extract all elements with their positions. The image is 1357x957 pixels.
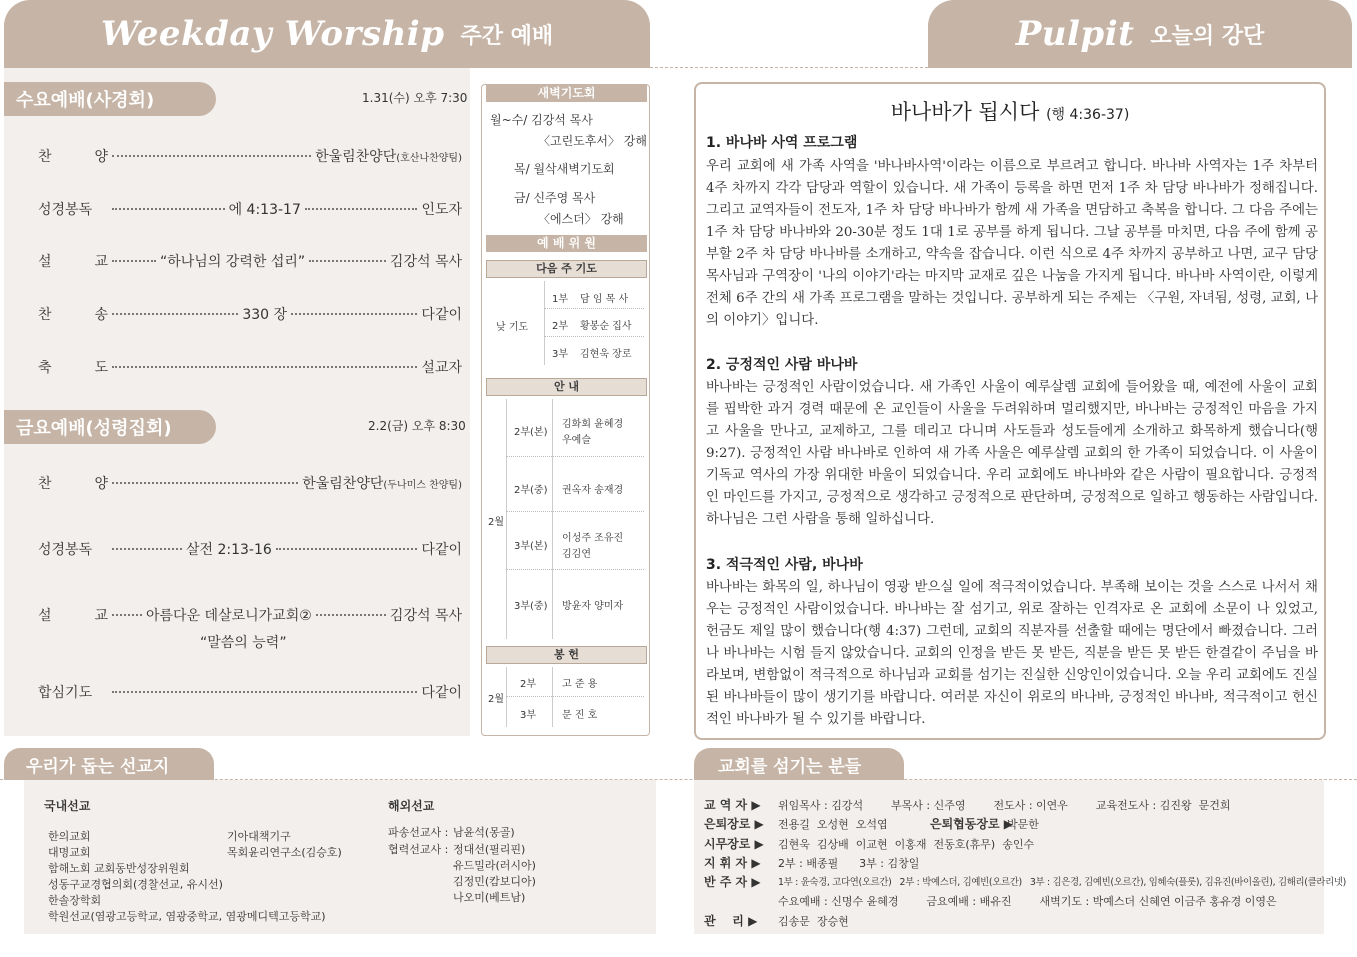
leader-dots bbox=[112, 548, 182, 550]
guide-names: 방윤자 양미자 bbox=[562, 601, 624, 612]
row-divider bbox=[506, 511, 644, 512]
row-divider bbox=[506, 569, 644, 570]
section-body: 우리 교회에 새 가족 사역을 '바나바사역'이라는 이름으로 부르려고 합니다. 바나바 사역자는 1주 차부터 4주 차까지 각각 담당과 역할이 있습니다. 새 가족이 등록을 하면 먼저 1주 차 담당 바나바가 정해집니다. 그리고 교역자들이 전도자, 1주 차 담당 바나바가 함께 새 가족을 면담하고 축복을 합니다. 그 다음 주에는 1주 차 담당 바나바와 20-30분 정도 1대 1로 공부를 하게 됩니다. 그날 공부를 마치면, 다음 주에 함께 공부할 2주 차 담당 바나바를 소개하고, 약속을 잡습니다. 이런 식으로 4주 차까지 공부하고 나면, 교구 담당 목사님과 구역장이 '나의 이야기'라는 마지막 교재로 깊은 나눔을 가지게 됩니다. 바나바 사역이란, 이렇게 전체 6주 간의 새 가족 프로그램을 말하는 것입니다. 공부하게 되는 주제는 〈구원, 자녀됨, 성령, 교회, 나의 이야기〉입니다. bbox=[706, 159, 1318, 328]
guide-part: 2부(중) bbox=[514, 485, 548, 496]
guide-part: 2부(본) bbox=[514, 427, 548, 438]
domestic-item: 한솔장학회 bbox=[48, 894, 102, 907]
label-char: 도 bbox=[94, 360, 108, 376]
domestic-item: 목회윤리연구소(김승호) bbox=[227, 846, 342, 859]
leader-dots bbox=[316, 614, 386, 616]
dawn-line: 목/ 월삭새벽기도회 bbox=[514, 162, 615, 176]
pulpit-korean-title: 오늘의 강단 bbox=[1150, 23, 1265, 49]
guide-names: 우예슬 bbox=[562, 435, 591, 446]
row-end: 다같이 bbox=[421, 542, 462, 558]
leader-dots bbox=[112, 366, 417, 368]
label-char: 양 bbox=[94, 476, 108, 492]
servant-label: 반 주 자 ▶ bbox=[704, 875, 761, 889]
leader-dots bbox=[112, 482, 298, 484]
pulpit-script-title: Pulpit bbox=[1015, 14, 1135, 54]
label-char: 교 bbox=[94, 254, 108, 270]
servants-tab: 교회를 섬기는 분들 bbox=[694, 748, 904, 780]
label-char: 찬 bbox=[38, 476, 52, 492]
row-divider bbox=[506, 456, 644, 457]
row-end bbox=[315, 146, 462, 166]
servant-text: 김송문 장승현 bbox=[778, 915, 849, 928]
label-char: 찬 bbox=[38, 149, 52, 165]
leader-dots bbox=[112, 691, 417, 693]
servant-label-text: 시무장로 bbox=[704, 837, 751, 851]
wed-row-hymn bbox=[38, 304, 462, 324]
overseas-name: 남윤석(몽골) bbox=[453, 826, 515, 839]
row-middle: 아름다운 데살로니가교회② bbox=[146, 608, 312, 624]
noon-part: 3부 bbox=[552, 349, 569, 360]
table-divider bbox=[506, 667, 507, 727]
leader-dots bbox=[112, 155, 311, 157]
offering-part: 2부 bbox=[520, 679, 537, 690]
dawn-line: 〈고린도후서〉 강해 bbox=[538, 134, 647, 148]
domestic-title: 국내선교 bbox=[44, 799, 91, 813]
row-divider bbox=[544, 336, 644, 337]
dawn-line: 〈에스더〉 강해 bbox=[538, 212, 624, 226]
row-end-text: 한울림찬양단 bbox=[315, 149, 397, 165]
section-heading: 3. 적극적인 사람, 바나바 bbox=[706, 557, 863, 573]
dawn-line: 월~수/ 김강석 목사 bbox=[490, 113, 593, 127]
row-end-small: (두나미스 찬양팀) bbox=[383, 480, 462, 491]
overseas-name: 김정민(캄보디아) bbox=[453, 875, 536, 888]
header-korean-title: 주간 예배 bbox=[460, 23, 554, 49]
row-divider bbox=[506, 696, 644, 697]
offering-part: 3부 bbox=[520, 710, 537, 721]
row-end-small: (호산나찬양팀) bbox=[396, 153, 462, 164]
row-end-text: 한울림찬양단 bbox=[302, 476, 384, 492]
table-divider bbox=[552, 399, 553, 639]
row-end: 다같이 bbox=[421, 685, 462, 701]
domestic-item: 함해노회 교회동반성장위원회 bbox=[48, 862, 190, 875]
label-char: 찬 bbox=[38, 307, 52, 323]
wed-row-benediction bbox=[38, 357, 462, 377]
header-divider bbox=[650, 67, 928, 68]
label-char: 교 bbox=[94, 608, 108, 624]
offering-header: 봉 헌 bbox=[486, 646, 647, 664]
fri-row-praise bbox=[38, 473, 462, 493]
section-heading: 1. 바나바 사역 프로그램 bbox=[706, 135, 858, 151]
domestic-item: 성동구교경협의회(경찰선교, 유시선) bbox=[48, 878, 223, 891]
committee-header: 예 배 위 원 bbox=[486, 235, 647, 252]
label-char: 양 bbox=[94, 149, 108, 165]
overseas-name: 정대선(필리핀) bbox=[453, 843, 526, 856]
fri-row-prayer bbox=[38, 682, 462, 702]
sermon-title-text: 바나바가 됩시다 bbox=[890, 100, 1040, 124]
offering-month: 2월 bbox=[488, 694, 505, 705]
servant-label-text: 지 휘 자 bbox=[704, 856, 748, 870]
domestic-item: 기아대책기구 bbox=[227, 830, 291, 843]
row-middle: 에 4:13-17 bbox=[228, 202, 301, 218]
noon-name: 황봉순 집사 bbox=[580, 321, 632, 332]
noon-part: 2부 bbox=[552, 321, 569, 332]
row-end: 인도자 bbox=[421, 202, 463, 218]
fri-row-reading bbox=[38, 539, 462, 559]
label-text: 성경봉독 bbox=[38, 202, 93, 218]
servant-label-text: 교 역 자 bbox=[704, 798, 748, 812]
label-char: 송 bbox=[94, 307, 108, 323]
overseas-label: 협력선교사 : bbox=[388, 843, 449, 856]
label-text: 성경봉독 bbox=[38, 542, 93, 558]
wed-row-praise bbox=[38, 146, 462, 166]
servant-text: 위임목사 : 김강석 부목사 : 신주영 전도사 : 이연우 교육전도사 : 김진왕 문건희 bbox=[778, 799, 1231, 812]
servant-label: 지 휘 자 ▶ bbox=[704, 856, 761, 870]
leader-dots bbox=[112, 313, 238, 315]
section-body: 바나바는 긍정적인 사람이었습니다. 새 가족인 사울이 예루살렘 교회에 들어왔을 때, 예전에 사울이 교회를 핍박한 과거 경력 때문에 온 교인들이 사울을 두려워하며 멀리했지만, 바나바는 긍정적인 마음을 가지고 사울을 만나고, 교제하고, 그를 데리고 다니며 사도들과 성도들에게 소개하고 화목하게 했습니다(행 9:27). 긍정적인 사람 바나바로 인하여 새 가족 사울은 예루살렘 교회의 한 가족이 되었습니다. 이 사울이 기독교 역사의 가장 위대한 바울이 되었습니다. 우리 교회에도 바나바와 같은 사람이 필요합니다. 긍정적인 마인드를 가지고, 긍정적으로 생각하고 긍정적으로 판단하며, 긍정적으로 일하고 행동하는 사람입니다. 하나님은 그런 사람을 통해 일하십니다. bbox=[706, 380, 1318, 527]
row-middle: 330 장 bbox=[242, 307, 288, 323]
dawn-prayer-header: 새벽기도회 bbox=[486, 85, 647, 102]
leader-dots bbox=[112, 208, 225, 210]
fri-row-sermon bbox=[38, 605, 462, 625]
leader-dots bbox=[112, 260, 156, 262]
servant-extra-label: 은퇴협동장로 ▶ bbox=[930, 817, 1013, 831]
table-divider bbox=[544, 281, 545, 365]
servant-label: 시무장로 ▶ bbox=[704, 837, 764, 851]
guide-month: 2월 bbox=[488, 517, 505, 528]
info-column bbox=[481, 84, 650, 736]
overseas-title: 해외선교 bbox=[388, 799, 435, 813]
table-divider bbox=[506, 399, 507, 639]
guide-header: 안 내 bbox=[486, 378, 647, 396]
noon-prayer-label: 낮 기도 bbox=[496, 322, 529, 333]
row-end: 김강석 목사 bbox=[389, 254, 462, 270]
servant-label: 교 역 자 ▶ bbox=[704, 798, 761, 812]
servant-label-text: 은퇴장로 bbox=[704, 817, 751, 831]
header-script-title: Weekday Worship bbox=[100, 14, 445, 54]
wednesday-datetime: 1.31(수) 오후 7:30 bbox=[362, 91, 468, 105]
guide-names: 김화회 윤혜경 bbox=[562, 419, 624, 430]
leader-dots bbox=[309, 260, 386, 262]
servant-label-text: 반 주 자 bbox=[704, 875, 748, 889]
leader-dots bbox=[305, 208, 418, 210]
table-divider bbox=[552, 667, 553, 727]
row-end: 설교자 bbox=[421, 360, 462, 376]
leader-dots bbox=[112, 614, 142, 616]
section-body: 바나바는 화목의 일, 하나님이 영광 받으실 일에 적극적이었습니다. 부족해 보이는 것을 스스로 나서서 채우는 긍정적인 사람이었습니다. 바나바는 잘 섬기고, 위로 잘하는 인격자로 온 교회에 소문이 나 있었고, 헌금도 제일 많이 했습니다(행 4:37) 그런데, 교회의 직분자를 선출할 때에는 명단에서 빠졌습니다. 그러나 바나바는 시험 들지 않았습니다. 교회의 인정을 받든 못 받든, 직분을 받든 못 받든 한결같이 주님을 바라보며, 변함없이 적극적으로 하나님과 교회를 섬기는 진실한 신앙인이었습니다. 오늘 우리 교회에도 진실된 바나바들이 많이 생기기를 바랍니다. 여러분 자신이 위로의 바나바, 긍정적인 바나바, 적극적이고 헌신적인 바나바가 될 수 있기를 바랍니다. bbox=[706, 580, 1318, 727]
noon-part: 1부 bbox=[552, 294, 569, 305]
servant-text: 수요예배 : 신명수 윤혜경 금요예배 : 배유진 새벽기도 : 박예스더 신혜연 이금주 홍유경 이영은 bbox=[778, 895, 1277, 908]
row-end: 김강석 목사 bbox=[389, 608, 462, 624]
domestic-item: 학원선교(염광고등학교, 염광중학교, 염광메디텍고등학교) bbox=[48, 910, 326, 923]
servant-label-text: 관 리 bbox=[704, 914, 744, 928]
label-text: 합심기도 bbox=[38, 685, 93, 701]
wednesday-tab: 수요예배(사경회) bbox=[4, 82, 216, 116]
wed-row-sermon bbox=[38, 251, 462, 271]
label-char: 설 bbox=[38, 608, 52, 624]
missions-tab: 우리가 돕는 선교지 bbox=[4, 748, 214, 780]
overseas-name: 유드밀라(러시아) bbox=[453, 859, 536, 872]
sermon-box bbox=[694, 82, 1326, 740]
servant-text: 김현욱 김상배 이교현 이홍재 전동호(휴무) 송인수 bbox=[778, 838, 1035, 851]
noon-name: 담 임 목 사 bbox=[580, 294, 629, 305]
row-divider bbox=[544, 308, 644, 309]
row-middle: “하나님의 강력한 섭리” bbox=[160, 254, 306, 270]
sermon-subtitle: “말씀의 능력” bbox=[200, 635, 287, 651]
friday-datetime: 2.2(금) 오후 8:30 bbox=[368, 419, 466, 433]
weekday-worship-header bbox=[4, 0, 650, 68]
row-end: 다같이 bbox=[421, 307, 462, 323]
offering-name: 문 진 호 bbox=[562, 710, 598, 721]
sermon-title bbox=[696, 96, 1324, 126]
guide-part: 3부(중) bbox=[514, 601, 548, 612]
domestic-item: 한의교회 bbox=[48, 830, 91, 843]
guide-names: 이성주 조유진 bbox=[562, 533, 624, 544]
guide-names: 김김연 bbox=[562, 549, 591, 560]
friday-tab: 금요예배(성령집회) bbox=[4, 410, 216, 444]
leader-dots bbox=[276, 548, 418, 550]
label-char: 설 bbox=[38, 254, 52, 270]
servant-label: 은퇴장로 ▶ bbox=[704, 817, 764, 831]
servant-label: 관 리 ▶ bbox=[704, 914, 758, 928]
servant-text: 2부 : 배종필 3부 : 김창일 bbox=[778, 857, 920, 870]
row-middle: 살전 2:13-16 bbox=[186, 542, 272, 558]
guide-names: 권옥자 송재경 bbox=[562, 485, 624, 496]
servant-text: 1부 : 윤숙경, 고다연(오르간) 2부 : 박예스더, 김예빈(오르간) 3부 : 김은경, 김예빈(오르간), 임혜숙(플룻), 김유진(바이올린), 김해리(클라리넷) bbox=[778, 877, 1346, 888]
offering-name: 고 준 용 bbox=[562, 679, 598, 690]
sermon-reference: (행 4:36-37) bbox=[1046, 107, 1130, 123]
next-week-header: 다음 주 기도 bbox=[486, 260, 647, 278]
noon-name: 김현욱 장로 bbox=[580, 349, 632, 360]
servant-extra: 박문한 bbox=[1007, 818, 1039, 831]
pulpit-header bbox=[928, 0, 1352, 68]
wed-row-reading bbox=[38, 199, 462, 219]
section-heading: 2. 긍정적인 사람 바나바 bbox=[706, 357, 858, 373]
dawn-line: 금/ 신주영 목사 bbox=[514, 191, 596, 205]
domestic-item: 대명교회 bbox=[48, 846, 91, 859]
servant-text: 전용길 오성현 오석엽 bbox=[778, 818, 888, 831]
row-end bbox=[302, 473, 462, 493]
guide-part: 3부(본) bbox=[514, 541, 548, 552]
label-char: 축 bbox=[38, 360, 52, 376]
leader-dots bbox=[291, 313, 417, 315]
overseas-label: 파송선교사 : bbox=[388, 826, 449, 839]
overseas-name: 나오미(베트남) bbox=[453, 891, 526, 904]
